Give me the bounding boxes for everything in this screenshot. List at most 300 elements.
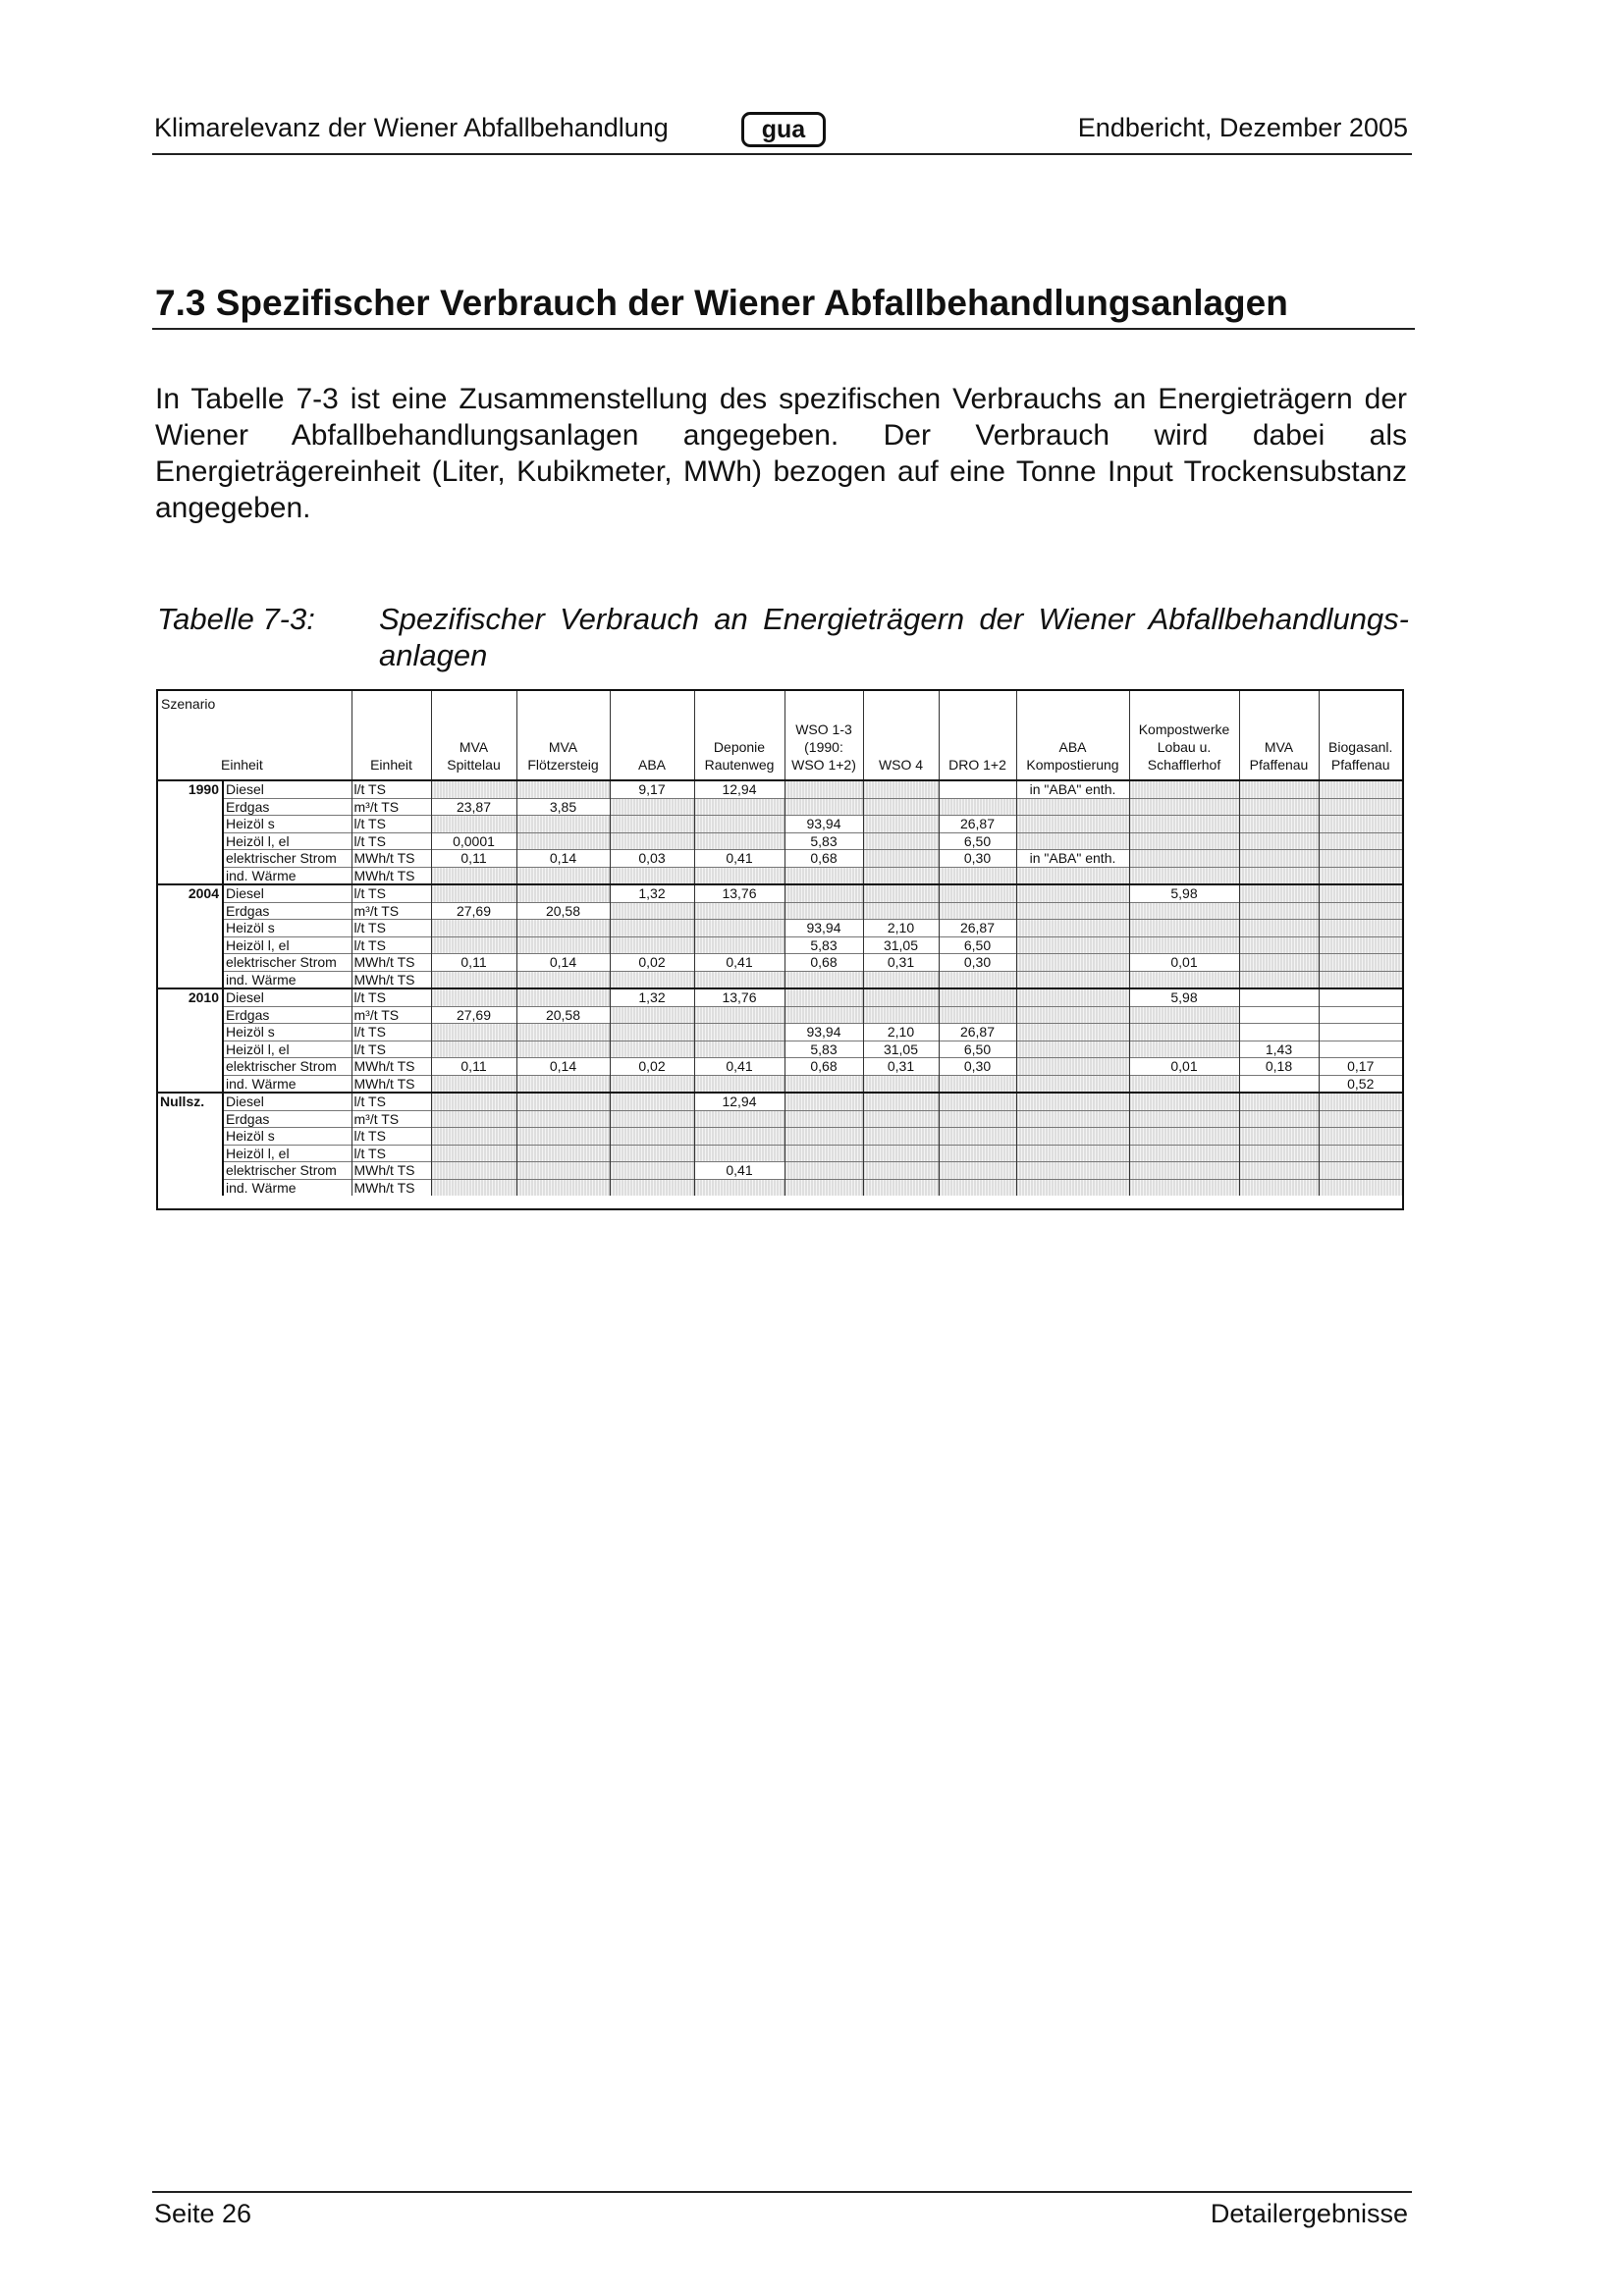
unit-cell: l/t TS bbox=[352, 988, 431, 1006]
value-cell bbox=[1239, 1024, 1319, 1041]
value-cell bbox=[694, 936, 784, 954]
value-cell bbox=[1016, 988, 1129, 1006]
value-cell bbox=[784, 1075, 863, 1093]
column-header: MVA Pfaffenau bbox=[1239, 691, 1319, 780]
caption-label: Tabelle 7-3: bbox=[157, 602, 315, 636]
value-cell bbox=[863, 1145, 939, 1162]
value-cell bbox=[694, 1024, 784, 1041]
value-cell: 13,76 bbox=[694, 884, 784, 902]
value-cell bbox=[1016, 1145, 1129, 1162]
header-title: Klimarelevanz der Wiener Abfallbehandlung bbox=[154, 113, 669, 142]
table-row bbox=[158, 798, 1402, 816]
value-cell bbox=[939, 902, 1016, 920]
header-report-date: Endbericht, Dezember 2005 bbox=[1077, 113, 1408, 142]
value-cell bbox=[1319, 1041, 1402, 1058]
value-cell bbox=[1239, 884, 1319, 902]
value-cell bbox=[1239, 988, 1319, 1006]
value-cell: 5,98 bbox=[1129, 988, 1239, 1006]
value-cell bbox=[939, 971, 1016, 988]
value-cell bbox=[516, 884, 610, 902]
value-cell bbox=[1129, 780, 1239, 798]
energy-carrier: elektrischer Strom bbox=[223, 954, 352, 972]
value-cell bbox=[863, 1179, 939, 1196]
value-cell bbox=[1129, 1179, 1239, 1196]
value-cell bbox=[939, 1128, 1016, 1146]
value-cell bbox=[1239, 1006, 1319, 1024]
column-header: Biogasanl. Pfaffenau bbox=[1319, 691, 1402, 780]
value-cell bbox=[1016, 798, 1129, 816]
value-cell bbox=[1239, 1145, 1319, 1162]
value-cell: 12,94 bbox=[694, 1093, 784, 1110]
value-cell bbox=[1319, 971, 1402, 988]
value-cell bbox=[939, 1145, 1016, 1162]
value-cell bbox=[1239, 798, 1319, 816]
unit-cell: MWh/t TS bbox=[352, 1162, 431, 1180]
energy-carrier: Erdgas bbox=[223, 798, 352, 816]
value-cell bbox=[516, 1075, 610, 1093]
value-cell bbox=[431, 936, 516, 954]
value-cell bbox=[1239, 780, 1319, 798]
value-cell bbox=[516, 1110, 610, 1128]
value-cell bbox=[516, 988, 610, 1006]
value-cell bbox=[863, 798, 939, 816]
value-cell: 93,94 bbox=[784, 920, 863, 937]
energy-carrier: Erdgas bbox=[223, 1110, 352, 1128]
value-cell bbox=[516, 1145, 610, 1162]
unit-cell: l/t TS bbox=[352, 1041, 431, 1058]
section-heading: 7.3 Spezifischer Verbrauch der Wiener Abfallbehandlungsanlagen bbox=[152, 283, 1415, 330]
footer-chapter: Detailergebnisse bbox=[1210, 2199, 1408, 2228]
value-cell bbox=[1239, 920, 1319, 937]
value-cell bbox=[784, 988, 863, 1006]
value-cell bbox=[694, 1110, 784, 1128]
energy-carrier: Erdgas bbox=[223, 902, 352, 920]
value-cell bbox=[610, 920, 694, 937]
scenario-year: 2010 bbox=[158, 988, 223, 1093]
value-cell: 2,10 bbox=[863, 920, 939, 937]
value-cell bbox=[1016, 832, 1129, 850]
value-cell bbox=[610, 867, 694, 884]
energy-carrier: Heizöl l, el bbox=[223, 936, 352, 954]
value-cell bbox=[694, 1075, 784, 1093]
value-cell bbox=[610, 1110, 694, 1128]
value-cell bbox=[1319, 1162, 1402, 1180]
value-cell bbox=[1016, 1058, 1129, 1076]
value-cell bbox=[1239, 832, 1319, 850]
value-cell bbox=[784, 1006, 863, 1024]
value-cell bbox=[1129, 902, 1239, 920]
unit-cell: l/t TS bbox=[352, 936, 431, 954]
value-cell bbox=[1319, 1093, 1402, 1110]
value-cell: 6,50 bbox=[939, 832, 1016, 850]
value-cell bbox=[784, 884, 863, 902]
value-cell: 0,11 bbox=[431, 1058, 516, 1076]
value-cell bbox=[939, 1093, 1016, 1110]
unit-cell: MWh/t TS bbox=[352, 954, 431, 972]
energy-carrier: elektrischer Strom bbox=[223, 1162, 352, 1180]
value-cell: 31,05 bbox=[863, 936, 939, 954]
table-row bbox=[158, 1058, 1402, 1076]
value-cell bbox=[1239, 971, 1319, 988]
value-cell: 0,01 bbox=[1129, 954, 1239, 972]
intro-paragraph: In Tabelle 7-3 ist eine Zusammenstellung des spezifischen Verbrauchs an Energieträgern der Wiener Abfallbehandlungsanlagen angegeben. Der Verbrauch wird dabei als Energieträgereinheit (Liter, Kubikmeter, MWh) bezogen auf eine Tonne Input Trockensubstanz angegeben. bbox=[155, 383, 1407, 524]
value-cell bbox=[1016, 1179, 1129, 1196]
table-row bbox=[158, 936, 1402, 954]
unit-cell: MWh/t TS bbox=[352, 1058, 431, 1076]
unit-cell: m³/t TS bbox=[352, 902, 431, 920]
value-cell: 0,41 bbox=[694, 954, 784, 972]
value-cell bbox=[1239, 936, 1319, 954]
energy-carrier: Heizöl l, el bbox=[223, 1145, 352, 1162]
table-row bbox=[158, 971, 1402, 988]
value-cell: 9,17 bbox=[610, 780, 694, 798]
value-cell: 5,98 bbox=[1129, 884, 1239, 902]
value-cell bbox=[1016, 1041, 1129, 1058]
value-cell bbox=[863, 902, 939, 920]
table-row bbox=[158, 1179, 1402, 1196]
value-cell bbox=[610, 1024, 694, 1041]
page-number: Seite 26 bbox=[154, 2199, 252, 2228]
table-row bbox=[158, 816, 1402, 833]
value-cell: 0,30 bbox=[939, 1058, 1016, 1076]
caption-text: Spezifischer Verbrauch an Energieträgern der Wiener Abfallbehandlungs-anlagen bbox=[379, 602, 1409, 672]
table-row bbox=[158, 1041, 1402, 1058]
scenario-label: Szenario bbox=[161, 696, 216, 712]
value-cell bbox=[939, 1110, 1016, 1128]
value-cell: 5,83 bbox=[784, 936, 863, 954]
value-cell bbox=[694, 867, 784, 884]
value-cell: 27,69 bbox=[431, 1006, 516, 1024]
value-cell bbox=[1319, 780, 1402, 798]
value-cell bbox=[431, 1162, 516, 1180]
value-cell: 20,58 bbox=[516, 902, 610, 920]
value-cell bbox=[1239, 1110, 1319, 1128]
energy-carrier: elektrischer Strom bbox=[223, 1058, 352, 1076]
value-cell bbox=[1016, 1110, 1129, 1128]
value-cell: 0,31 bbox=[863, 1058, 939, 1076]
energy-carrier: Diesel bbox=[223, 884, 352, 902]
value-cell bbox=[1129, 1041, 1239, 1058]
energy-carrier: Diesel bbox=[223, 1093, 352, 1110]
value-cell bbox=[1016, 902, 1129, 920]
scenario-year: 1990 bbox=[158, 780, 223, 884]
energy-carrier: ind. Wärme bbox=[223, 1179, 352, 1196]
value-cell bbox=[1319, 1110, 1402, 1128]
value-cell: 0,68 bbox=[784, 954, 863, 972]
value-cell bbox=[1319, 850, 1402, 868]
value-cell: 0,14 bbox=[516, 954, 610, 972]
value-cell bbox=[431, 1024, 516, 1041]
value-cell bbox=[1239, 1162, 1319, 1180]
table-row bbox=[158, 850, 1402, 868]
value-cell bbox=[1319, 954, 1402, 972]
value-cell bbox=[1319, 902, 1402, 920]
value-cell: 3,85 bbox=[516, 798, 610, 816]
value-cell bbox=[1319, 936, 1402, 954]
value-cell bbox=[610, 1162, 694, 1180]
table-row bbox=[158, 780, 1402, 798]
value-cell: 0,41 bbox=[694, 850, 784, 868]
value-cell: 20,58 bbox=[516, 1006, 610, 1024]
energy-carrier: Heizöl l, el bbox=[223, 832, 352, 850]
scenario-year: Nullsz. bbox=[158, 1093, 223, 1196]
value-cell bbox=[610, 1179, 694, 1196]
value-cell bbox=[1016, 971, 1129, 988]
value-cell: 93,94 bbox=[784, 1024, 863, 1041]
column-header: DRO 1+2 bbox=[939, 691, 1016, 780]
value-cell bbox=[1129, 850, 1239, 868]
table-row bbox=[158, 1024, 1402, 1041]
value-cell bbox=[431, 1179, 516, 1196]
value-cell bbox=[863, 884, 939, 902]
value-cell bbox=[516, 867, 610, 884]
value-cell: 0,52 bbox=[1319, 1075, 1402, 1093]
value-cell bbox=[1016, 1093, 1129, 1110]
table-row bbox=[158, 1145, 1402, 1162]
value-cell bbox=[610, 832, 694, 850]
value-cell bbox=[610, 1041, 694, 1058]
value-cell: 0,11 bbox=[431, 954, 516, 972]
unit-cell: l/t TS bbox=[352, 1093, 431, 1110]
table-row bbox=[158, 1110, 1402, 1128]
value-cell bbox=[1239, 1075, 1319, 1093]
value-cell bbox=[694, 1041, 784, 1058]
value-cell bbox=[694, 816, 784, 833]
value-cell bbox=[431, 816, 516, 833]
value-cell bbox=[863, 780, 939, 798]
value-cell bbox=[1319, 867, 1402, 884]
column-header: ABA Kompostierung bbox=[1016, 691, 1129, 780]
value-cell bbox=[431, 867, 516, 884]
energy-carrier: Heizöl l, el bbox=[223, 1041, 352, 1058]
value-cell bbox=[431, 920, 516, 937]
column-header: Einheit bbox=[352, 691, 431, 780]
unit-cell: MWh/t TS bbox=[352, 1179, 431, 1196]
energy-carrier: ind. Wärme bbox=[223, 867, 352, 884]
value-cell bbox=[1129, 816, 1239, 833]
unit-cell: l/t TS bbox=[352, 816, 431, 833]
value-cell: 0,02 bbox=[610, 1058, 694, 1076]
energy-carrier: Diesel bbox=[223, 988, 352, 1006]
value-cell: 13,76 bbox=[694, 988, 784, 1006]
table-row bbox=[158, 1006, 1402, 1024]
table-body bbox=[158, 780, 1402, 1196]
value-cell bbox=[1016, 954, 1129, 972]
table-row bbox=[158, 920, 1402, 937]
value-cell bbox=[1319, 1024, 1402, 1041]
value-cell bbox=[1016, 1128, 1129, 1146]
table-row bbox=[158, 1128, 1402, 1146]
value-cell: 0,02 bbox=[610, 954, 694, 972]
value-cell bbox=[694, 1145, 784, 1162]
value-cell bbox=[694, 902, 784, 920]
value-cell: in "ABA" enth. bbox=[1016, 780, 1129, 798]
value-cell: 26,87 bbox=[939, 920, 1016, 937]
value-cell bbox=[1016, 816, 1129, 833]
energy-carrier: Heizöl s bbox=[223, 1024, 352, 1041]
value-cell bbox=[1129, 867, 1239, 884]
value-cell bbox=[431, 780, 516, 798]
value-cell bbox=[1129, 1110, 1239, 1128]
value-cell bbox=[939, 1179, 1016, 1196]
unit-cell: l/t TS bbox=[352, 1024, 431, 1041]
value-cell bbox=[1016, 1006, 1129, 1024]
value-cell: 1,43 bbox=[1239, 1041, 1319, 1058]
value-cell bbox=[694, 1128, 784, 1146]
value-cell bbox=[939, 1162, 1016, 1180]
value-cell: 0,68 bbox=[784, 1058, 863, 1076]
value-cell bbox=[784, 1145, 863, 1162]
value-cell: 0,17 bbox=[1319, 1058, 1402, 1076]
value-cell: 0,03 bbox=[610, 850, 694, 868]
unit-cell: l/t TS bbox=[352, 920, 431, 937]
value-cell: 5,83 bbox=[784, 1041, 863, 1058]
value-cell bbox=[431, 1145, 516, 1162]
value-cell bbox=[1129, 1006, 1239, 1024]
scenario-year: 2004 bbox=[158, 884, 223, 988]
value-cell bbox=[939, 798, 1016, 816]
value-cell bbox=[1129, 1024, 1239, 1041]
value-cell: 6,50 bbox=[939, 1041, 1016, 1058]
value-cell bbox=[1239, 850, 1319, 868]
value-cell bbox=[1319, 832, 1402, 850]
value-cell bbox=[863, 832, 939, 850]
value-cell: 0,68 bbox=[784, 850, 863, 868]
value-cell bbox=[694, 1006, 784, 1024]
energy-carrier: ind. Wärme bbox=[223, 971, 352, 988]
value-cell: 0,31 bbox=[863, 954, 939, 972]
column-header: ABA bbox=[610, 691, 694, 780]
value-cell: 0,14 bbox=[516, 1058, 610, 1076]
value-cell: 0,14 bbox=[516, 850, 610, 868]
value-cell bbox=[431, 1128, 516, 1146]
page-header bbox=[152, 108, 1412, 155]
value-cell bbox=[1239, 902, 1319, 920]
column-header: WSO 1-3 (1990: WSO 1+2) bbox=[784, 691, 863, 780]
value-cell bbox=[863, 971, 939, 988]
value-cell bbox=[610, 1145, 694, 1162]
value-cell bbox=[431, 1041, 516, 1058]
value-cell bbox=[610, 1093, 694, 1110]
value-cell bbox=[516, 1162, 610, 1180]
value-cell bbox=[939, 867, 1016, 884]
unit-cell: l/t TS bbox=[352, 1128, 431, 1146]
value-cell: 5,83 bbox=[784, 832, 863, 850]
value-cell bbox=[1129, 936, 1239, 954]
value-cell: 93,94 bbox=[784, 816, 863, 833]
table-row bbox=[158, 954, 1402, 972]
unit-cell: MWh/t TS bbox=[352, 850, 431, 868]
value-cell: in "ABA" enth. bbox=[1016, 850, 1129, 868]
value-cell bbox=[1319, 920, 1402, 937]
value-cell bbox=[1239, 1179, 1319, 1196]
value-cell bbox=[1016, 867, 1129, 884]
unit-cell: MWh/t TS bbox=[352, 971, 431, 988]
value-cell bbox=[516, 832, 610, 850]
energy-carrier: Diesel bbox=[223, 780, 352, 798]
value-cell bbox=[1319, 1128, 1402, 1146]
value-cell bbox=[939, 1006, 1016, 1024]
value-cell bbox=[1016, 936, 1129, 954]
value-cell bbox=[694, 920, 784, 937]
column-header: WSO 4 bbox=[863, 691, 939, 780]
unit-cell: MWh/t TS bbox=[352, 867, 431, 884]
value-cell bbox=[610, 1006, 694, 1024]
table-row bbox=[158, 884, 1402, 902]
energy-carrier: Heizöl s bbox=[223, 1128, 352, 1146]
value-cell bbox=[1319, 798, 1402, 816]
value-cell bbox=[1319, 1006, 1402, 1024]
value-cell: 26,87 bbox=[939, 1024, 1016, 1041]
value-cell bbox=[1129, 1075, 1239, 1093]
energy-carrier: Erdgas bbox=[223, 1006, 352, 1024]
value-cell bbox=[784, 798, 863, 816]
value-cell: 0,0001 bbox=[431, 832, 516, 850]
table-header-row bbox=[158, 691, 1402, 780]
value-cell bbox=[431, 1093, 516, 1110]
value-cell: 23,87 bbox=[431, 798, 516, 816]
value-cell bbox=[1129, 1128, 1239, 1146]
value-cell bbox=[516, 1093, 610, 1110]
value-cell bbox=[863, 816, 939, 833]
value-cell bbox=[863, 850, 939, 868]
value-cell bbox=[610, 971, 694, 988]
value-cell bbox=[516, 936, 610, 954]
value-cell bbox=[516, 971, 610, 988]
value-cell bbox=[516, 816, 610, 833]
value-cell bbox=[784, 1128, 863, 1146]
value-cell: 0,11 bbox=[431, 850, 516, 868]
value-cell: 0,18 bbox=[1239, 1058, 1319, 1076]
table-row bbox=[158, 1075, 1402, 1093]
column-header: Einheit bbox=[221, 757, 263, 773]
value-cell bbox=[1239, 867, 1319, 884]
unit-cell: l/t TS bbox=[352, 884, 431, 902]
value-cell bbox=[784, 1110, 863, 1128]
value-cell bbox=[694, 1179, 784, 1196]
value-cell bbox=[863, 1093, 939, 1110]
unit-cell: l/t TS bbox=[352, 780, 431, 798]
unit-cell: MWh/t TS bbox=[352, 1075, 431, 1093]
value-cell bbox=[863, 1128, 939, 1146]
value-cell bbox=[939, 780, 1016, 798]
value-cell bbox=[784, 902, 863, 920]
unit-cell: l/t TS bbox=[352, 832, 431, 850]
value-cell bbox=[516, 1041, 610, 1058]
value-cell bbox=[1319, 816, 1402, 833]
value-cell bbox=[863, 1162, 939, 1180]
value-cell: 0,41 bbox=[694, 1058, 784, 1076]
value-cell bbox=[516, 1128, 610, 1146]
energy-carrier: ind. Wärme bbox=[223, 1075, 352, 1093]
value-cell bbox=[1129, 1162, 1239, 1180]
value-cell bbox=[1016, 920, 1129, 937]
consumption-table bbox=[156, 689, 1404, 1210]
value-cell: 6,50 bbox=[939, 936, 1016, 954]
value-cell bbox=[1319, 1145, 1402, 1162]
table-row bbox=[158, 902, 1402, 920]
value-cell bbox=[431, 1110, 516, 1128]
energy-carrier: Heizöl s bbox=[223, 920, 352, 937]
page-footer bbox=[152, 2191, 1412, 2232]
table-row bbox=[158, 1162, 1402, 1180]
value-cell bbox=[939, 1075, 1016, 1093]
value-cell bbox=[1016, 1024, 1129, 1041]
value-cell: 2,10 bbox=[863, 1024, 939, 1041]
value-cell: 0,01 bbox=[1129, 1058, 1239, 1076]
value-cell bbox=[784, 1179, 863, 1196]
value-cell bbox=[694, 832, 784, 850]
